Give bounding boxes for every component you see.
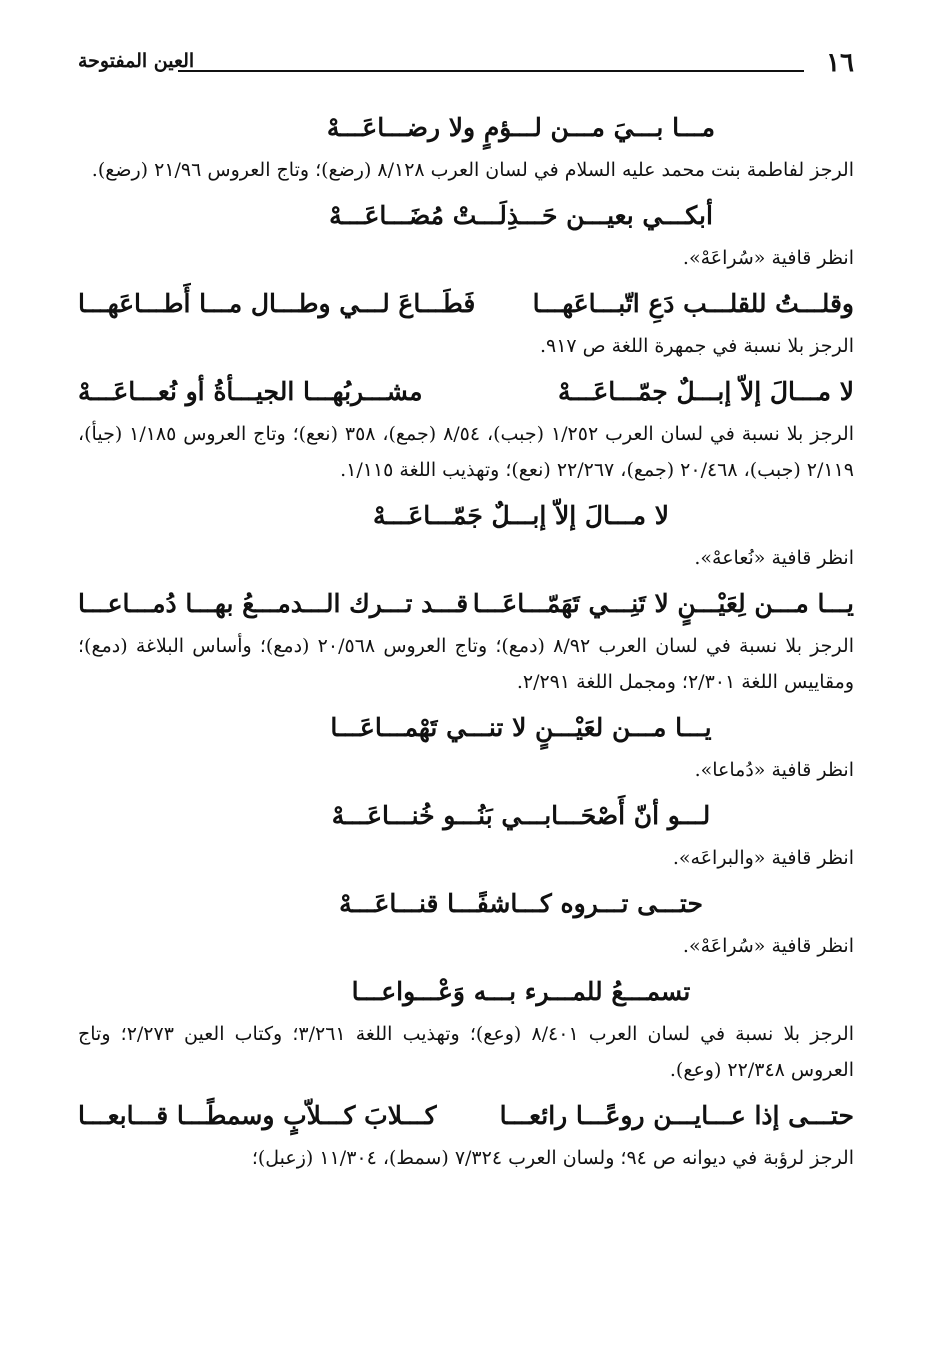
footnote: الرجز بلا نسبة في لسان العرب ٨/٤٠١ (وعع)؛ وتهذيب اللغة ٣/٢٦١؛ وكتاب العين ٢/٢٧٣؛ وتاج العروس ٢٢/٣٤٨ (وعع). <box>78 1023 854 1081</box>
footnote: انظر قافية «والبراعَه». <box>672 847 854 869</box>
book-page <box>78 0 854 1359</box>
running-title: العين المفتوحة <box>78 50 195 72</box>
page-number: ١٦ <box>826 48 854 78</box>
page-body <box>78 100 854 1178</box>
footnote: الرجز بلا نسبة في لسان العرب ٨/٩٢ (دمع)؛ وتاج العروس ٢٠/٥٦٨ (دمع)؛ وأساس البلاغة (دمع)؛ ومقاييس اللغة ٢/٣٠١؛ ومجمل اللغة ٢/٢٩١. <box>78 635 854 693</box>
verse-second-hemistich: مشـــربُهـــا الجيـــأةُ أو نُعـــاعَـــهْ <box>78 377 423 406</box>
verse-couplet <box>78 1096 854 1136</box>
page-header <box>78 48 854 78</box>
verse-first-hemistich: وقلـــتُ للقلـــب دَعِ اتّبـــاعَهـــا <box>532 289 854 318</box>
footnote: الرجز بلا نسبة في لسان العرب ١/٢٥٢ (جبب)، ٨/٥٤ (جمع)، ٣٥٨ (نعع)؛ وتاج العروس ١/١٨٥ (جيأ)، ٢/١١٩ (جبب)، ٢٠/٤٦٨ (جمع)، ٢٢/٢٦٧ (نعع)؛ وتهذيب اللغة ١/١١٥. <box>78 423 855 481</box>
verse: لـــو أنّ أَصْحَـــابـــي بَنُـــو خُنـــاعَـــهْ <box>331 801 711 830</box>
header-rule <box>178 70 804 72</box>
verse-first-hemistich: حتـــى إذا عـــايـــن روعًـــا رائعـــا <box>499 1101 854 1130</box>
verse: يـــا مـــن لعَيْـــنٍ لا تنـــي تَهْمـــاعَـــا <box>330 713 712 742</box>
footnote: الرجز بلا نسبة في جمهرة اللغة ص ٩١٧. <box>539 335 854 357</box>
footnote: انظر قافية «سُراعَهْ». <box>682 935 854 957</box>
footnote: الرجز لفاطمة بنت محمد عليه السلام في لسان العرب ٨/١٢٨ (رضع)؛ وتاج العروس ٢١/٩٦ (رضع). <box>91 159 854 181</box>
verse-second-hemistich: قـــد تـــرك الـــدمـــعُ بهـــا دُمـــاعـــا <box>78 589 469 618</box>
verse-couplet <box>78 372 854 412</box>
verse: أبكـــي بعيـــن حَـــذِلَـــتْ مُضَـــاعَـــهْ <box>329 201 713 230</box>
footnote: انظر قافية «دُماعا». <box>694 759 854 781</box>
footnote: الرجز لرؤبة في ديوانه ص ٩٤؛ ولسان العرب ٧/٣٢٤ (سمط)، ١١/٣٠٤ (زعبل)؛ <box>251 1147 854 1169</box>
verse-first-hemistich: يـــا مـــن لِعَيْـــنٍ لا تَنِـــي تَهَمّـــاعَـــا <box>472 589 854 618</box>
verse-couplet <box>78 584 854 624</box>
verse-second-hemistich: فَطَـــاعَ لـــي وطـــال مـــا أَطـــاعَهـــا <box>78 289 476 318</box>
verse-first-hemistich: لا مـــالَ إلاّ إبـــلٌ جمّـــاعَـــهْ <box>557 377 854 406</box>
verse: مـــا بـــيَ مـــن لـــؤمٍ ولا رضـــاعَـــهْ <box>326 113 716 142</box>
verse: تسمـــعُ للمـــرء بـــه وَعْـــواعـــا <box>351 977 691 1006</box>
verse-couplet <box>78 284 854 324</box>
footnote: انظر قافية «سُراعَهْ». <box>682 247 854 269</box>
verse-second-hemistich: كـــلابَ كـــلاّبٍ وسمطًـــا قـــابعـــا <box>78 1101 437 1130</box>
verse: لا مـــالَ إلاّ إبـــلٌ جَمّـــاعَـــهْ <box>372 501 670 530</box>
verse: حتـــى تـــروه كـــاشفًـــا قنـــاعَـــهْ <box>339 889 703 918</box>
footnote: انظر قافية «نُعاعهْ». <box>694 547 854 569</box>
